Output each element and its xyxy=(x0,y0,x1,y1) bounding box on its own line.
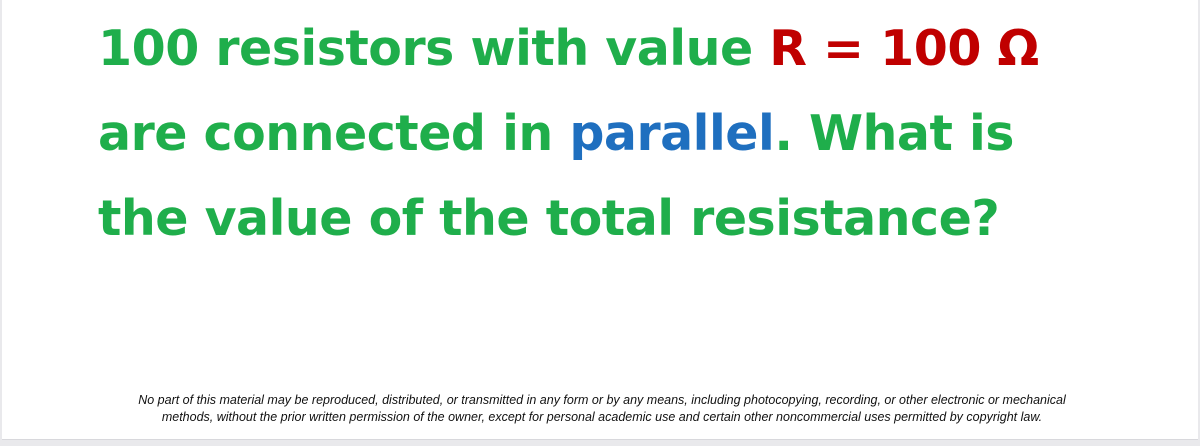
question-text xyxy=(98,6,1098,261)
question-line-2-suffix: . What is xyxy=(774,105,1014,162)
parallel-word: parallel xyxy=(569,105,775,162)
resistor-value: R = 100 Ω xyxy=(769,20,1039,77)
question-line-2-prefix: are connected in xyxy=(98,105,570,162)
slide xyxy=(2,0,1198,440)
copyright-notice xyxy=(62,392,1142,426)
copyright-line-2: methods, without the prior written permission of the owner, except for personal academic use and certain other noncommercial uses permitted by copyright law. xyxy=(161,410,1043,424)
copyright-line-1: No part of this material may be reproduced, distributed, or transmitted in any form or by any means, including photocopying, recording, or other electronic or mechanical xyxy=(138,393,1066,407)
question-line-2 xyxy=(98,91,1098,176)
question-line-3: the value of the total resistance? xyxy=(98,190,1000,247)
question-line-1-text: 100 resistors with value xyxy=(98,20,770,77)
question-line-1 xyxy=(98,6,1098,91)
